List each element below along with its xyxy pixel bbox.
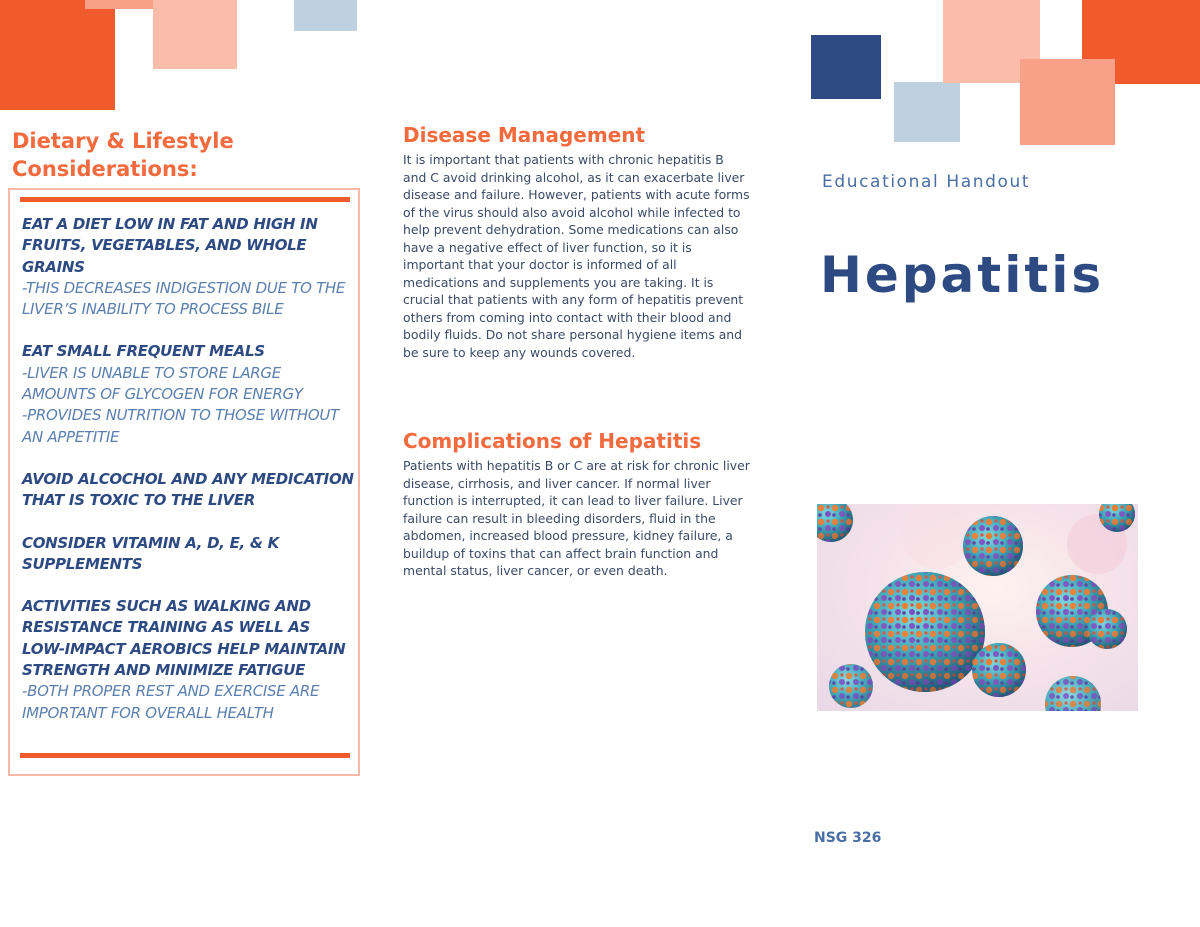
course-code: NSG 326 — [814, 830, 882, 846]
educational-handout-label: Educational Handout — [822, 172, 1031, 192]
tip-item — [22, 533, 357, 576]
disease-management-body: It is important that patients with chronic hepatitis B and C avoid drinking alcohol, as it can exacerbate liver disease and failure. However, patients with acute forms of the virus should also avoid alcohol while infected to help prevent dehydration. Some medications can also have a negative effect of liver function, so it is important that your doctor is informed of all medications and supplements you are taking. It is crucial that patients with any form of hepatitis prevent others from coming into contact with their blood and bodily fluids. Do not share personal hygiene items and be sure to keep any wounds covered. — [403, 152, 750, 360]
tip-main-text: AVOID ALCOCHOL AND ANY MEDICATION THAT IS TOXIC TO THE LIVER — [22, 469, 354, 510]
tip-item — [22, 214, 357, 320]
virus-illustration-icon — [817, 504, 1138, 711]
decor-square-pale-orange — [153, 0, 237, 69]
decor-square-light-blue-top — [294, 0, 357, 31]
tips-box — [8, 188, 360, 776]
tip-main-text: ACTIVITIES SUCH AS WALKING AND RESISTANCE TRAINING AS WELL AS LOW-IMPACT AEROBICS HELP MAINTAIN STRENGTH AND MINIMIZE FATIGUE — [22, 597, 346, 680]
tip-sub-text: -PROVIDES NUTRITION TO THOSE WITHOUT AN APPETITIE — [22, 406, 339, 446]
complications-title: Complications of Hepatitis — [403, 429, 702, 453]
decor-square-light-blue — [894, 82, 960, 142]
complications-body: Patients with hepatitis B or C are at risk for chronic liver disease, cirrhosis, and liver cancer. If normal liver function is interrupted, it can lead to liver failure. Liver failure can result in bleeding disorders, fluid in the abdomen, increased blood pressure, kidney failure, a buildup of toxins that can affect brain function and mental status, liver cancer, or even death. — [403, 458, 750, 578]
dietary-heading: Dietary & Lifestyle Considerations: — [12, 129, 234, 181]
tips-top-divider — [20, 197, 350, 202]
tip-sub-text: -BOTH PROPER REST AND EXERCISE ARE IMPORTANT FOR OVERALL HEALTH — [22, 682, 320, 722]
disease-management-title: Disease Management — [403, 123, 646, 147]
tips-bottom-divider — [20, 753, 350, 758]
decor-square-navy — [811, 35, 881, 99]
tip-main-text: EAT A DIET LOW IN FAT AND HIGH IN FRUITS, VEGETABLES, AND WHOLE GRAINS — [22, 215, 318, 276]
hepatitis-virus-image — [817, 504, 1138, 711]
tip-sub-text: -THIS DECREASES INDIGESTION DUE TO THE LIVER’S INABILITY TO PROCESS BILE — [22, 278, 346, 319]
decor-square-light-orange-right — [1020, 59, 1115, 145]
tips-list — [22, 214, 357, 745]
tip-main-text: CONSIDER VITAMIN A, D, E, & K SUPPLEMENTS — [22, 533, 279, 573]
page-title: Hepatitis — [820, 246, 1105, 304]
tip-item — [22, 596, 357, 724]
tip-item — [22, 341, 357, 447]
decor-square-orange-large — [0, 0, 115, 110]
tip-item — [22, 469, 357, 512]
tip-main-text: EAT SMALL FREQUENT MEALS — [22, 342, 265, 361]
tip-sub-text: -LIVER IS UNABLE TO STORE LARGE AMOUNTS OF GLYCOGEN FOR ENERGY — [22, 363, 303, 404]
